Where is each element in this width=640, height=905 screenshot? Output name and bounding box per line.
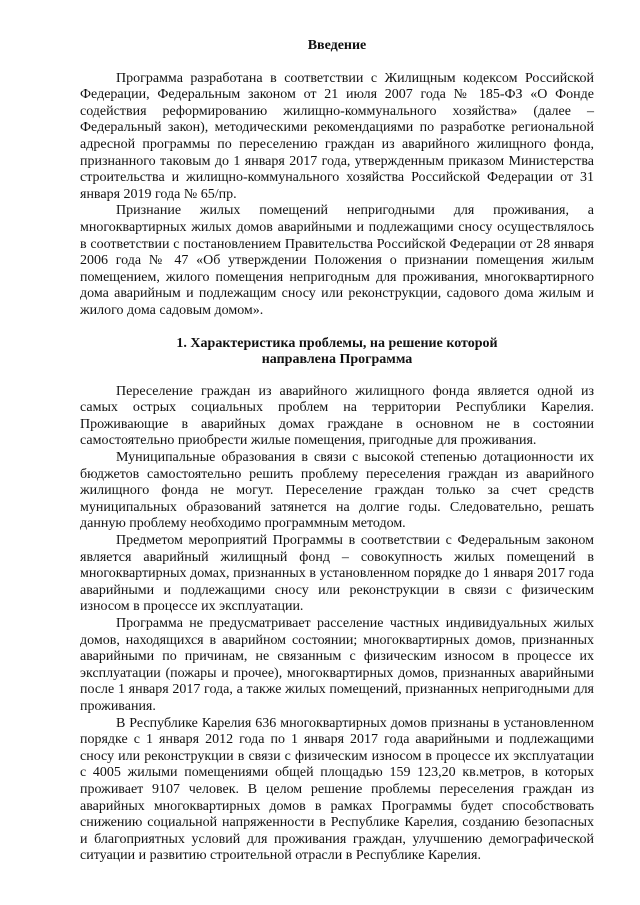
section-1-heading-line-1: 1. Характеристика проблемы, на решение которой (176, 335, 498, 351)
intro-paragraph-1: Программа разработана в соответствии с Жилищным кодексом Российской Федерации, Федеральным законом от 21 июля 2007 года № 185-ФЗ «О Фонде содействия реформированию жилищно-коммунального хозяйства» (далее – Федеральный закон), методическими рекомендациями по разработке региональной адресной программы по переселению граждан из аварийного жилищного фонда, признанного таковым до 1 января 2017 года, утвержденным приказом Министерства строительства и жилищно-коммунального хозяйства Российской Федерации от 31 января 2019 года № 65/пр. (80, 70, 594, 202)
intro-heading: Введение (307, 38, 367, 53)
intro-paragraph-2: Признание жилых помещений непригодными для проживания, а многоквартирных жилых домов аварийными и подлежащими сносу осуществлялось в соответствии с постановлением Правительства Российской Федерации от 28 января 2006 года № 47 «Об утверждении Положения о признании помещения жилым помещением, жилого помещения непригодным для проживания, многоквартирного дома аварийным и подлежащим сносу или реконструкции, садового дома жилым и жилого дома садовым домом». (80, 203, 594, 318)
section-1-paragraph-1: Переселение граждан из аварийного жилищного фонда является одной из самых острых социальных проблем на территории Республики Карелия. Проживающие в аварийных домах граждане в основном не в состоянии самостоятельно приобрести жилые помещения, пригодные для проживания. (80, 383, 594, 449)
section-1-paragraph-5: В Республике Карелия 636 многоквартирных домов признаны в установленном порядке с 1 января 2012 года по 1 января 2017 года аварийными и подлежащими сносу или реконструкции в связи с физическим износом в процессе их эксплуатации с 4005 жилыми помещениями общей площадью 159 123,20 кв.метров, в которых проживает 9107 человек. В целом решение проблемы переселения граждан из аварийных многоквартирных домов в рамках Программы будет способствовать снижению социальной напряженности в Республике Карелия, созданию безопасных и благоприятных условий для проживания граждан, улучшению демографической ситуации и развитию строительной отрасли в Республике Карелия. (80, 715, 594, 864)
section-1-paragraph-3: Предметом мероприятий Программы в соответствии с Федеральным законом является аварийный жилищный фонд – совокупность жилых помещений в многоквартирных домах, признанных в установленном порядке до 1 января 2017 года аварийными и подлежащими сносу или реконструкции в связи с физическим износом в процессе их эксплуатации. (80, 533, 594, 615)
section-1-paragraph-2: Муниципальные образования в связи с высокой степенью дотационности их бюджетов самостоятельно решить проблему переселения граждан из аварийного жилищного фонда не могут. Переселение граждан только за счет средств муниципальных образований затянется на долгие годы. Следовательно, решать данную проблему необходимо программным методом. (80, 450, 594, 532)
section-1-heading-line-2: направлена Программа (261, 352, 413, 368)
section-1-heading (80, 336, 594, 369)
section-1-paragraph-4: Программа не предусматривает расселение частных индивидуальных жилых домов, находящихся в аварийном состоянии; многоквартирных домов, признанных аварийными по причинам, не связанным с физическим износом в процессе их эксплуатации (пожары и прочее), многоквартирных домов, признанных аварийными после 1 января 2017 года, а также жилых помещений, признанных непригодными для проживания. (80, 616, 594, 714)
